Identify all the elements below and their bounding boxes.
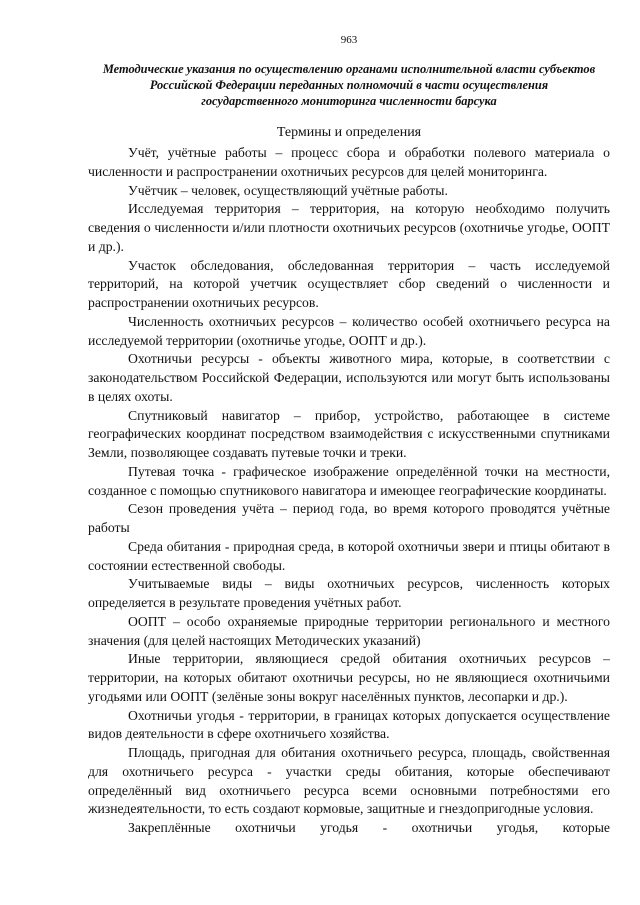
definition-paragraph: Охотничьи угодья - территории, в границах которых допускается осуществление видов деятельности в сфере охотничьего хозяйства. xyxy=(88,707,610,742)
definition-paragraph: Иные территории, являющиеся средой обитания охотничьих ресурсов – территории, на которых обитают охотничьи ресурсы, но не являющиеся охотничьими угодьями или ООПТ (зелёные зоны вокруг населённых пунктов, лесопарки и др.). xyxy=(88,651,610,704)
definition-paragraph: Исследуемая территория – территория, на которую необходимо получить сведения о численности и/или плотности охотничьих ресурсов (охотничье угодье, ООПТ и др.). xyxy=(88,201,610,254)
definition-paragraph: Учётчик – человек, осуществляющий учётные работы. xyxy=(128,182,448,198)
definition-paragraph: Путевая точка - графическое изображение определённой точки на местности, созданное с помощью спутникового навигатора и имеющее географические координаты. xyxy=(88,463,610,498)
definition-paragraph: Охотничьи ресурсы - объекты животного мира, которые, в соответствии с законодательством Российской Федерации, используются или могут быть использованы в целях охоты. xyxy=(88,351,610,404)
definitions-list xyxy=(88,144,610,838)
definition-paragraph: Площадь, пригодная для обитания охотничьего ресурса, площадь, свойственная для охотничьего ресурса - участки среды обитания, которые обеспечивают определённый вид охотничьего ресурса всеми основными потребностями его жизнедеятельности, то есть создают кормовые, защитные и гнездопригодные условия. xyxy=(88,745,610,817)
definition-paragraph: Учитываемые виды – виды охотничьих ресурсов, численность которых определяется в результате проведения учётных работ. xyxy=(88,576,610,610)
definition-paragraph: Закреплённые охотничьи угодья - охотничьи угодья, которые xyxy=(128,820,610,835)
section-heading: Термины и определения xyxy=(276,125,422,140)
title-line: государственного мониторинга численности барсука xyxy=(201,94,497,108)
title-line: Методические указания по осуществлению органами исполнительной власти субъектов xyxy=(102,62,596,76)
definition-paragraph: Учёт, учётные работы – процесс сбора и обработки полевого материала о численности и распространении охотничьих ресурсов для целей мониторинга. xyxy=(88,145,610,179)
definition-paragraph: Спутниковый навигатор – прибор, устройство, работающее в системе географических координат посредством взаимодействия с искусственными спутниками Земли, позволяющее создавать путевые точки и треки. xyxy=(88,407,610,460)
definition-paragraph: Численность охотничьих ресурсов – количество особей охотничьего ресурса на исследуемой территории (охотничье угодье, ООПТ и др.). xyxy=(88,313,610,348)
page-number: 963 xyxy=(340,34,358,46)
definition-paragraph: Сезон проведения учёта – период года, во время которого проводятся учётные работы xyxy=(88,501,610,535)
definition-paragraph: Участок обследования, обследованная территория – часть исследуемой территорий, на которой учетчик осуществляет сбор сведений о численности и распространении охотничьих ресурсов. xyxy=(88,257,610,310)
document-title xyxy=(88,61,610,109)
definition-paragraph: ООПТ – особо охраняемые природные территории регионального и местного значения (для целей настоящих Методических указаний) xyxy=(88,613,610,648)
definition-paragraph: Среда обитания - природная среда, в которой охотничьи звери и птицы обитают в состоянии естественной свободы. xyxy=(88,538,610,573)
title-line: Российской Федерации переданных полномочий в части осуществления xyxy=(149,78,549,92)
